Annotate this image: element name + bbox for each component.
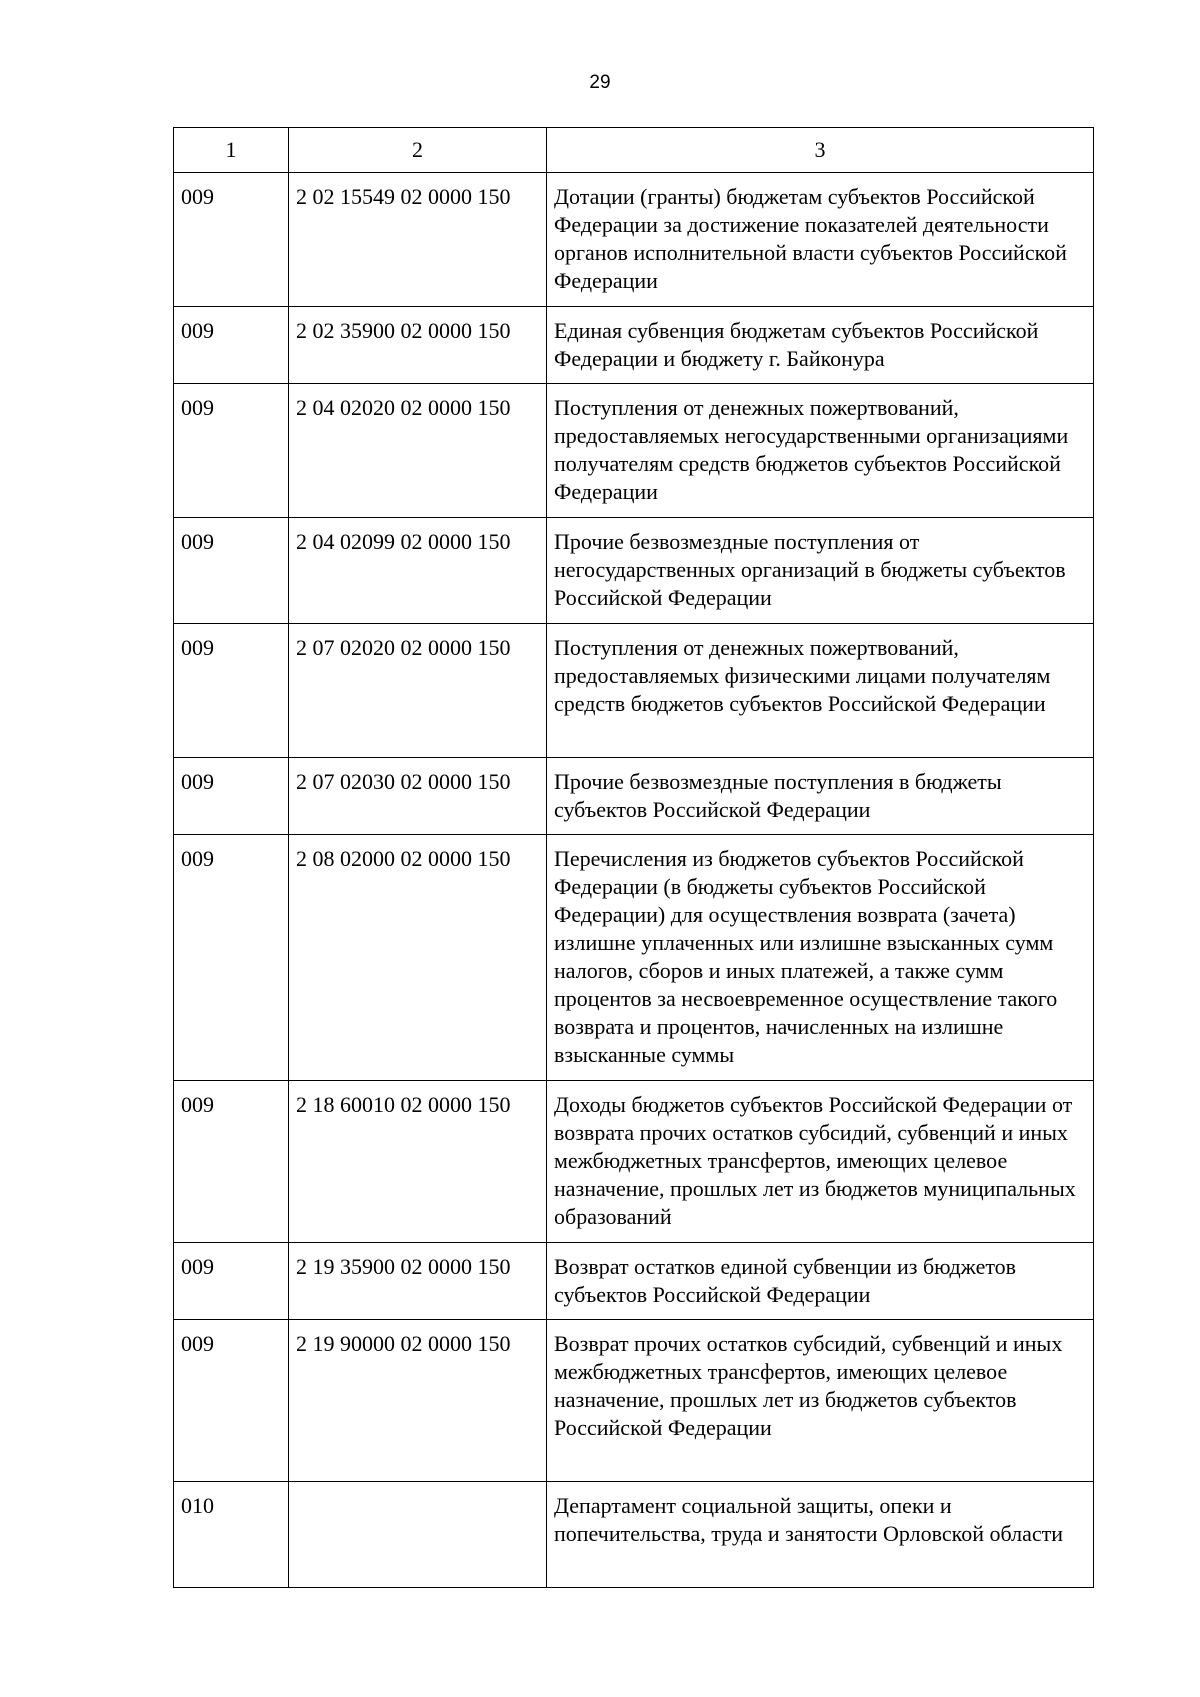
table-row	[174, 307, 1094, 384]
revenue-codes-table	[173, 127, 1094, 1588]
table-row	[174, 173, 1094, 307]
admin-code-cell: 009	[174, 835, 289, 1081]
column-header-2: 2	[289, 128, 547, 173]
table-row	[174, 835, 1094, 1081]
revenue-code-cell: 2 19 35900 02 0000 150	[289, 1243, 547, 1320]
admin-code-cell: 009	[174, 1081, 289, 1243]
admin-code-cell: 010	[174, 1482, 289, 1588]
admin-code-cell: 009	[174, 624, 289, 758]
revenue-name-cell: Поступления от денежных пожертвований, предоставляемых физическими лицами получателям средств бюджетов субъектов Российской Федерации	[547, 624, 1094, 758]
admin-code-cell: 009	[174, 758, 289, 835]
revenue-name-cell: Доходы бюджетов субъектов Российской Федерации от возврата прочих остатков субсидий, субвенций и иных межбюджетных трансфертов, имеющих целевое назначение, прошлых лет из бюджетов муниципальных образований	[547, 1081, 1094, 1243]
revenue-code-cell	[289, 1482, 547, 1588]
revenue-code-cell: 2 02 15549 02 0000 150	[289, 173, 547, 307]
revenue-name-cell: Поступления от денежных пожертвований, предоставляемых негосударственными организациями получателям средств бюджетов субъектов Российской Федерации	[547, 384, 1094, 518]
revenue-name-cell: Возврат остатков единой субвенции из бюджетов субъектов Российской Федерации	[547, 1243, 1094, 1320]
admin-code-cell: 009	[174, 518, 289, 624]
table-row	[174, 1482, 1094, 1588]
revenue-name-cell: Департамент социальной защиты, опеки и попечительства, труда и занятости Орловской области	[547, 1482, 1094, 1588]
revenue-code-cell: 2 02 35900 02 0000 150	[289, 307, 547, 384]
revenue-code-cell: 2 19 90000 02 0000 150	[289, 1320, 547, 1482]
admin-code-cell: 009	[174, 1243, 289, 1320]
table-row	[174, 1081, 1094, 1243]
admin-code-cell: 009	[174, 384, 289, 518]
revenue-code-cell: 2 04 02020 02 0000 150	[289, 384, 547, 518]
table-row	[174, 384, 1094, 518]
column-header-3: 3	[547, 128, 1094, 173]
table-row	[174, 1243, 1094, 1320]
table-row	[174, 518, 1094, 624]
revenue-code-cell: 2 18 60010 02 0000 150	[289, 1081, 547, 1243]
table-row	[174, 758, 1094, 835]
revenue-code-cell: 2 08 02000 02 0000 150	[289, 835, 547, 1081]
table-row	[174, 624, 1094, 758]
admin-code-cell: 009	[174, 1320, 289, 1482]
admin-code-cell: 009	[174, 307, 289, 384]
revenue-name-cell: Единая субвенция бюджетам субъектов Российской Федерации и бюджету г. Байконура	[547, 307, 1094, 384]
page-number: 29	[589, 72, 611, 93]
revenue-code-cell: 2 07 02020 02 0000 150	[289, 624, 547, 758]
table-row	[174, 1320, 1094, 1482]
revenue-name-cell: Дотации (гранты) бюджетам субъектов Российской Федерации за достижение показателей деятельности органов исполнительной власти субъектов Российской Федерации	[547, 173, 1094, 307]
revenue-name-cell: Перечисления из бюджетов субъектов Российской Федерации (в бюджеты субъектов Российской Федерации) для осуществления возврата (зачета) излишне уплаченных или излишне взысканных сумм налогов, сборов и иных платежей, а также сумм процентов за несвоевременное осуществление такого возврата и процентов, начисленных на излишне взысканные суммы	[547, 835, 1094, 1081]
revenue-name-cell: Прочие безвозмездные поступления в бюджеты субъектов Российской Федерации	[547, 758, 1094, 835]
revenue-name-cell: Возврат прочих остатков субсидий, субвенций и иных межбюджетных трансфертов, имеющих целевое назначение, прошлых лет из бюджетов субъектов Российской Федерации	[547, 1320, 1094, 1482]
revenue-code-cell: 2 07 02030 02 0000 150	[289, 758, 547, 835]
admin-code-cell: 009	[174, 173, 289, 307]
table-header-row	[174, 128, 1094, 173]
revenue-name-cell: Прочие безвозмездные поступления от негосударственных организаций в бюджеты субъектов Российской Федерации	[547, 518, 1094, 624]
column-header-1: 1	[174, 128, 289, 173]
revenue-code-cell: 2 04 02099 02 0000 150	[289, 518, 547, 624]
